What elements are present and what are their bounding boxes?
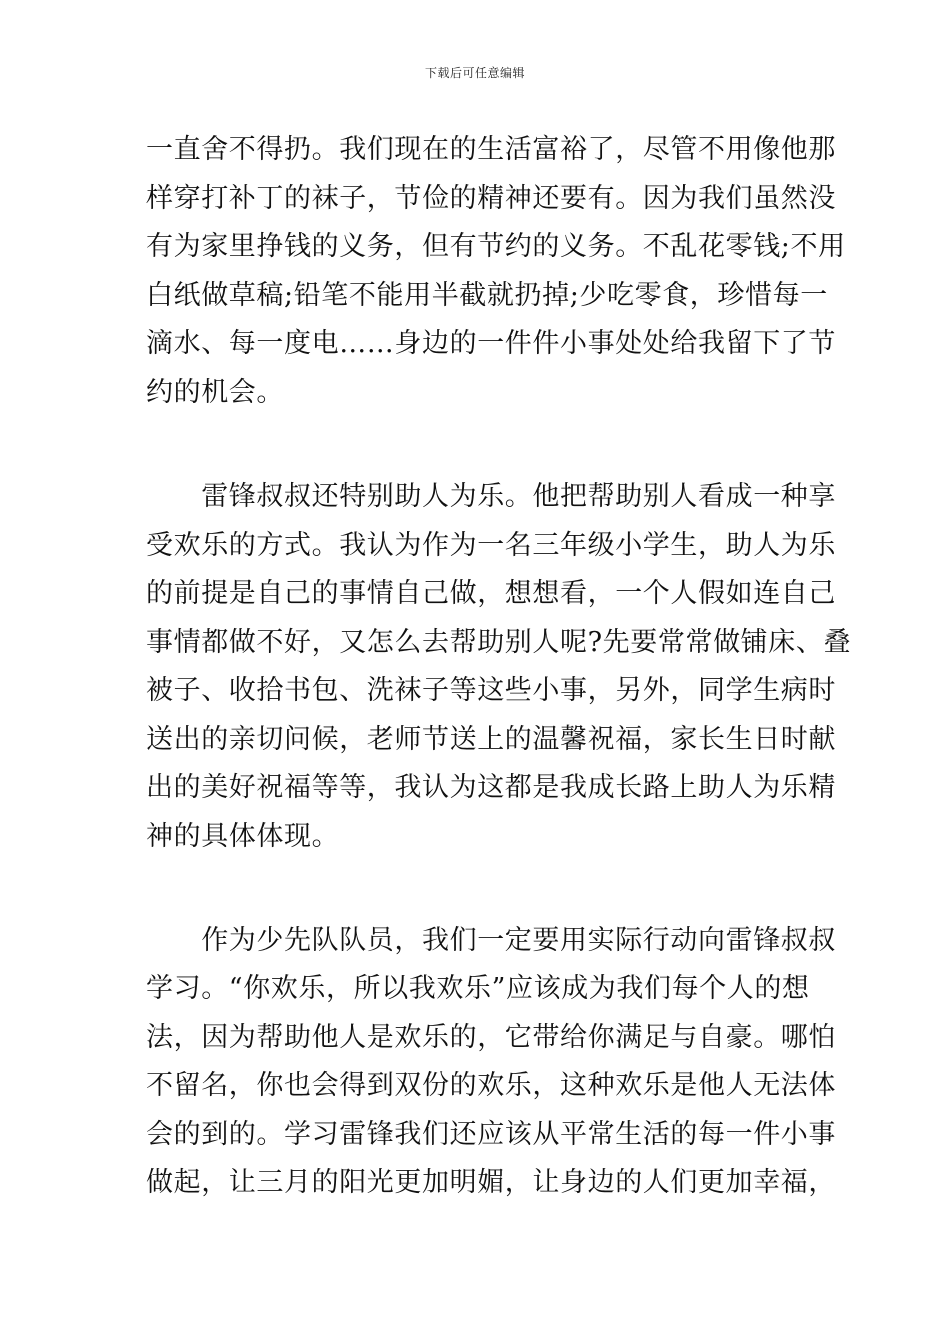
text-line: 不留名，你也会得到双份的欢乐，这种欢乐是他人无法体 <box>146 1070 836 1101</box>
text-line: 作为少先队队员，我们一定要用实际行动向雷锋叔叔 <box>146 925 836 956</box>
text-line: 受欢乐的方式。我认为作为一名三年级小学生，助人为乐 <box>146 530 836 561</box>
text-line: 送出的亲切问候，老师节送上的温馨祝福，家长生日时献 <box>146 724 836 755</box>
text-line: 样穿打补丁的袜子，节俭的精神还要有。因为我们虽然没 <box>146 183 836 214</box>
text-line: 法，因为帮助他人是欢乐的，它带给你满足与自豪。哪怕 <box>146 1022 836 1053</box>
text-line: 一直舍不得扔。我们现在的生活富裕了，尽管不用像他那 <box>146 134 836 165</box>
text-line: 出的美好祝福等等，我认为这都是我成长路上助人为乐精 <box>146 772 836 803</box>
text-line: 滴水、每一度电……身边的一件件小事处处给我留下了节 <box>146 328 836 359</box>
text-line: 事情都做不好，又怎么去帮助别人呢?先要常常做铺床、叠 <box>146 627 852 658</box>
text-line: 白纸做草稿;铅笔不能用半截就扔掉;少吃零食，珍惜每一 <box>146 280 828 311</box>
text-line: 的前提是自己的事情自己做，想想看，一个人假如连自己 <box>146 578 836 609</box>
text-line: 雷锋叔叔还特别助人为乐。他把帮助别人看成一种享 <box>146 481 836 512</box>
text-line: 约的机会。 <box>146 377 284 408</box>
text-line: 被子、收拾书包、洗袜子等这些小事，另外，同学生病时 <box>146 675 836 706</box>
text-line: 学习。“你欢乐，所以我欢乐”应该成为我们每个人的想 <box>146 973 810 1004</box>
text-line: 做起，让三月的阳光更加明媚，让身边的人们更加幸福， <box>146 1167 836 1198</box>
text-line: 神的具体体现。 <box>146 821 340 852</box>
text-line: 有为家里挣钱的义务，但有节约的义务。不乱花零钱;不用 <box>146 231 846 262</box>
text-line: 会的到的。学习雷锋我们还应该从平常生活的每一件小事 <box>146 1119 836 1150</box>
page-header: 下载后可任意编辑 <box>424 66 525 80</box>
